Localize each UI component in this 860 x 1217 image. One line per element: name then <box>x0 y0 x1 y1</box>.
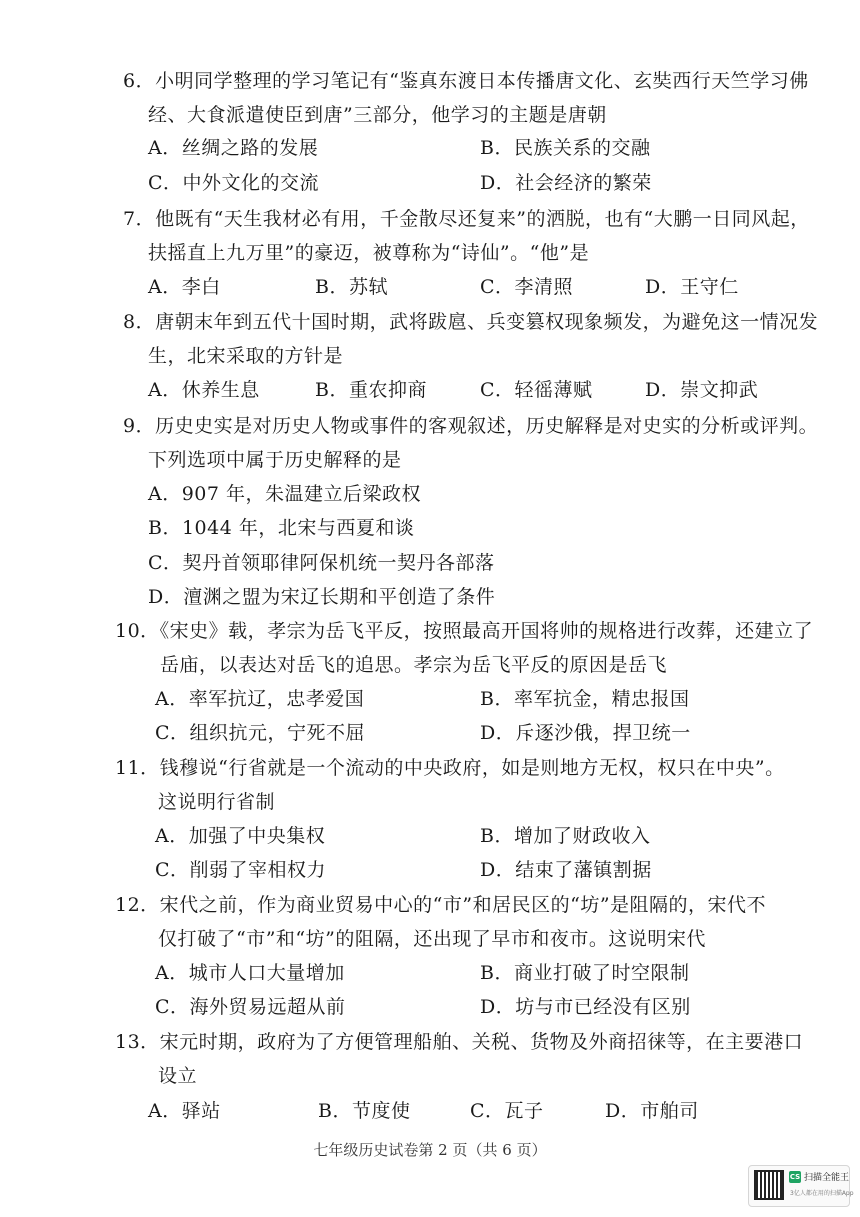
option-c: C．轻徭薄赋 <box>480 379 593 401</box>
option-c: C．瓦子 <box>470 1100 544 1122</box>
option-d: D．澶渊之盟为宋辽长期和平创造了条件 <box>148 586 496 608</box>
question-stem-continued: 设立 <box>158 1065 198 1087</box>
question-stem-continued: 岳庙，以表达对岳飞的追思。孝宗为岳飞平反的原因是岳飞 <box>160 654 668 676</box>
option-a: A．丝绸之路的发展 <box>148 137 319 159</box>
question-stem: 11．钱穆说“行省就是一个流动的中央政府，如是则地方无权，权只在中央”。 <box>115 757 785 779</box>
option-b: B．重农抑商 <box>315 379 427 401</box>
option-c: C．组织抗元，宁死不屈 <box>155 722 366 744</box>
option-d: D．市舶司 <box>605 1100 699 1122</box>
option-a: A．休养生息 <box>148 379 260 401</box>
option-d: D．坊与市已经没有区别 <box>480 996 691 1018</box>
page-footer: 七年级历史试卷第 2 页（共 6 页） <box>313 1141 547 1159</box>
option-a: A．李白 <box>148 276 221 298</box>
question-stem: 8．唐朝末年到五代十国时期，武将跋扈、兵变篡权现象频发，为避免这一情况发 <box>123 311 819 333</box>
question-stem: 7．他既有“天生我材必有用，千金散尽还复来”的洒脱，也有“大鹏一日同风起， <box>123 208 810 230</box>
question-stem: 6．小明同学整理的学习笔记有“鉴真东渡日本传播唐文化、玄奘西行天竺学习佛 <box>123 70 809 92</box>
question-stem: 13．宋元时期，政府为了方便管理船舶、关税、货物及外商招徕等，在主要港口 <box>115 1031 804 1053</box>
option-b: B．商业打破了时空限制 <box>480 962 690 984</box>
question-stem-continued: 经、大食派遣使臣到唐”三部分，他学习的主题是唐朝 <box>148 104 607 126</box>
option-a: A．907 年，朱温建立后梁政权 <box>148 483 422 505</box>
option-b: B．增加了财政收入 <box>480 825 651 847</box>
question-stem-continued: 扶摇直上九万里”的豪迈，被尊称为“诗仙”。“他”是 <box>148 242 590 264</box>
question-stem: 9．历史史实是对历史人物或事件的客观叙述，历史解释是对史实的分析或评判。 <box>123 415 819 437</box>
scanner-app-tagline: 3亿人都在用的扫描App <box>790 1190 854 1197</box>
option-d: D．王守仁 <box>645 276 739 298</box>
scanner-app-name: 扫描全能王 <box>804 1173 850 1183</box>
option-b: B．苏轼 <box>315 276 388 298</box>
option-c: C．李清照 <box>480 276 574 298</box>
option-b: B．率军抗金，精忠报国 <box>480 688 690 710</box>
qr-code-icon <box>754 1170 784 1200</box>
option-c: C．契丹首领耶律阿保机统一契丹各部落 <box>148 552 495 574</box>
option-b: B．节度使 <box>318 1100 411 1122</box>
option-c: C．海外贸易远超从前 <box>155 996 346 1018</box>
question-stem: 10．《宋史》载，孝宗为岳飞平反，按照最高开国将帅的规格进行改葬，还建立了 <box>115 620 814 642</box>
option-d: D．结束了藩镇割据 <box>480 859 652 881</box>
option-a: A．率军抗辽，忠孝爱国 <box>155 688 365 710</box>
question-stem: 12．宋代之前，作为商业贸易中心的“市”和居民区的“坊”是阻隔的，宋代不 <box>115 894 767 916</box>
option-d: D．崇文抑武 <box>645 379 759 401</box>
question-stem-continued: 这说明行省制 <box>158 791 276 813</box>
option-c: C．中外文化的交流 <box>148 172 320 194</box>
option-c: C．削弱了宰相权力 <box>155 859 327 881</box>
option-d: D．斥逐沙俄，捍卫统一 <box>480 722 691 744</box>
option-b: B．民族关系的交融 <box>480 137 651 159</box>
question-stem-continued: 仅打破了“市”和“坊”的阻隔，还出现了早市和夜市。这说明宋代 <box>158 928 706 950</box>
option-a: A．驿站 <box>148 1100 221 1122</box>
scanner-watermark-badge <box>748 1165 854 1207</box>
question-stem-continued: 生，北宋采取的方针是 <box>148 345 344 367</box>
question-stem-continued: 下列选项中属于历史解释的是 <box>148 449 402 471</box>
option-a: A．城市人口大量增加 <box>155 962 345 984</box>
option-d: D．社会经济的繁荣 <box>480 172 652 194</box>
option-b: B．1044 年，北宋与西夏和谈 <box>148 517 415 539</box>
option-a: A．加强了中央集权 <box>155 825 326 847</box>
scanner-app-logo: CS <box>789 1173 801 1181</box>
